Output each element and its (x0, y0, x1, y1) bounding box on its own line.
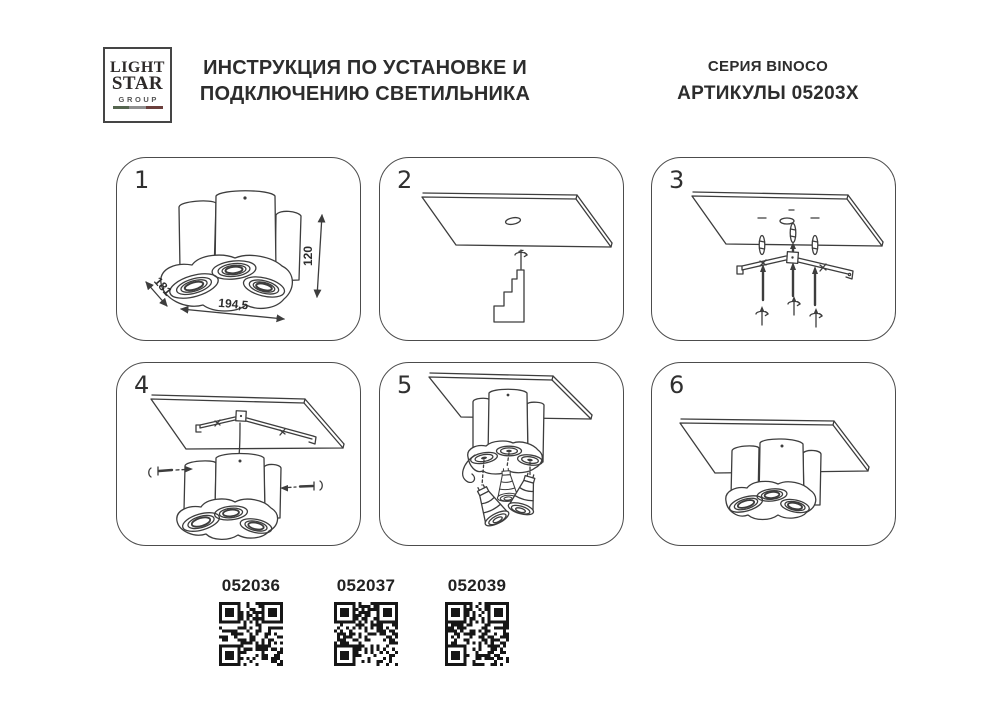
ceiling-panel (692, 192, 883, 246)
step-number-2: 2 (397, 166, 413, 194)
step-panel-2 (379, 157, 624, 341)
qr-code (445, 602, 509, 666)
step-number-5: 5 (397, 371, 413, 399)
step-6-illustration (652, 363, 895, 545)
logo-star: STAR (111, 73, 164, 94)
step-4-illustration (117, 363, 360, 545)
step-panel-5 (379, 362, 624, 546)
screw-turn-icon (756, 306, 768, 325)
step-1-illustration (117, 158, 360, 340)
ceiling-panel (422, 193, 612, 247)
article-number: 052039 (447, 576, 507, 595)
logo-flag-stripe (113, 106, 163, 109)
dim-width-label: 194,5 (217, 295, 249, 313)
lamp-fixture (726, 439, 821, 520)
title-line-1: ИНСТРУКЦИЯ ПО УСТАНОВКЕ И (203, 57, 527, 79)
article-block-052037 (321, 576, 411, 666)
logo-group: GROUP (118, 95, 160, 104)
step-3-illustration (652, 158, 895, 340)
step-2-illustration (380, 158, 623, 340)
screw-turn-icon (515, 250, 527, 269)
step-panel-4 (116, 362, 361, 546)
side-screw-right (280, 481, 322, 492)
lamp-body (177, 454, 281, 540)
series-block (648, 58, 888, 105)
step-number-4: 4 (134, 371, 150, 399)
step-number-3: 3 (669, 166, 685, 194)
step-number-1: 1 (134, 166, 150, 194)
lightstar-logo (103, 47, 172, 123)
article-block-052039 (432, 576, 522, 666)
dim-depth-label: 181 (151, 274, 175, 299)
step-panel-3 (651, 157, 896, 341)
step-panel-6 (651, 362, 896, 546)
logo-light: LIGHT (110, 59, 165, 76)
article-number: 052036 (221, 576, 281, 595)
qr-code (334, 602, 398, 666)
screw-turn-icon (810, 308, 822, 327)
page-title (198, 55, 532, 107)
articles-label: АРТИКУЛЫ 05203X (677, 83, 859, 104)
mounting-bracket (737, 252, 853, 279)
title-line-2: ПОДКЛЮЧЕНИЮ СВЕТИЛЬНИКА (199, 83, 531, 105)
step-panel-1 (116, 157, 361, 341)
screw-turn-icon (788, 296, 800, 315)
step-5-illustration (380, 363, 623, 545)
article-block-052036 (206, 576, 296, 666)
step-drill-gauge (494, 270, 524, 322)
step-number-6: 6 (669, 371, 685, 399)
dimension-height (301, 215, 322, 297)
series-label: СЕРИЯ BINOCO (707, 58, 829, 75)
lamp-fixture (161, 191, 301, 311)
dim-height-label: 120 (301, 245, 315, 267)
article-number: 052037 (336, 576, 396, 595)
qr-code (219, 602, 283, 666)
